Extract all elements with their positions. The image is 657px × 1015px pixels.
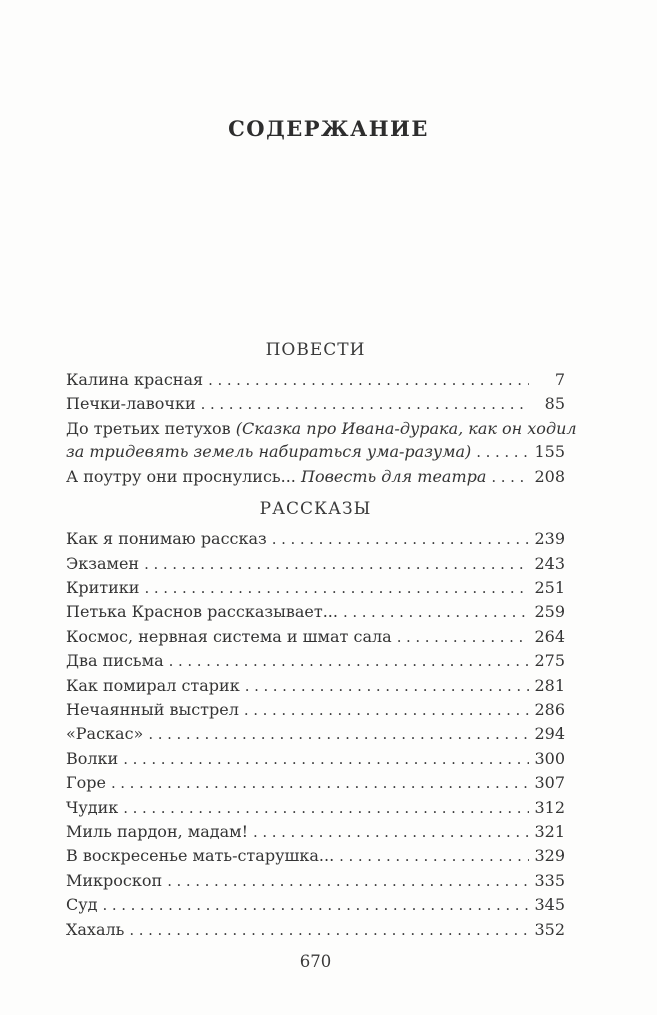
toc-entry-text xyxy=(66,649,164,672)
toc-entry-first-line xyxy=(66,417,577,440)
dot-leader xyxy=(339,844,529,868)
dot-leader xyxy=(476,440,529,464)
folio-page-number: 670 xyxy=(299,952,332,971)
toc-entry-text xyxy=(66,771,106,794)
section-heading: РАССКАЗЫ xyxy=(259,499,372,520)
section-heading: ПОВЕСТИ xyxy=(265,340,366,361)
toc-entry-text xyxy=(66,625,392,648)
toc-entry xyxy=(66,625,565,649)
toc-page-number: 155 xyxy=(534,442,565,462)
entry-title-text: Экзамен xyxy=(66,553,140,573)
toc-entry xyxy=(66,796,565,820)
toc-entry xyxy=(66,552,565,576)
toc-page-number: 264 xyxy=(534,626,565,646)
dot-leader xyxy=(208,368,529,392)
toc-section xyxy=(66,339,577,489)
dot-leader xyxy=(123,796,529,820)
entry-title-text: Микроскоп xyxy=(66,870,163,890)
dot-leader xyxy=(253,820,529,844)
dot-leader xyxy=(491,465,529,489)
toc-entry-text xyxy=(66,918,124,941)
toc-entry xyxy=(66,600,565,624)
toc-entry-text xyxy=(66,747,118,770)
dot-leader xyxy=(167,869,529,893)
dot-leader xyxy=(245,674,529,698)
dot-leader xyxy=(103,893,529,917)
toc-page-number: 275 xyxy=(534,651,565,671)
entry-title-text: А поутру они проснулись... xyxy=(66,466,301,486)
dot-leader xyxy=(244,698,529,722)
entry-title-text: Как помирал старик xyxy=(66,675,240,695)
toc-entry-text xyxy=(66,440,471,463)
page-title: СОДЕРЖАНИЕ xyxy=(228,116,429,142)
toc-entry xyxy=(66,674,565,698)
toc-page-number: 259 xyxy=(534,602,565,622)
dot-leader xyxy=(169,649,529,673)
toc-entry xyxy=(66,893,565,917)
entry-title-text: Волки xyxy=(66,748,119,768)
toc-page-number: 312 xyxy=(534,797,565,817)
toc-page-number: 294 xyxy=(534,724,565,744)
dot-leader xyxy=(144,552,529,576)
toc-entry xyxy=(66,820,565,844)
toc-page-number: 300 xyxy=(534,748,565,768)
dot-leader xyxy=(111,771,529,795)
toc-entry xyxy=(66,698,565,722)
toc-page-number: 251 xyxy=(534,577,565,597)
toc-page-number: 85 xyxy=(544,394,565,414)
toc-entry xyxy=(66,918,565,942)
toc-entry xyxy=(66,440,565,464)
toc-entry xyxy=(66,722,565,746)
toc-entry xyxy=(66,771,565,795)
toc-page-number: 281 xyxy=(534,675,565,695)
entry-title-text: Петька Краснов рассказывает... xyxy=(66,602,338,622)
toc-page-number: 208 xyxy=(534,466,565,486)
entry-title-text: Чудик xyxy=(66,797,119,817)
toc-page-number: 329 xyxy=(534,846,565,866)
toc-section xyxy=(66,498,565,942)
entry-title-text: Печки-лавочки xyxy=(66,394,196,414)
toc-page-number: 239 xyxy=(534,529,565,549)
toc-entry xyxy=(66,869,565,893)
dot-leader xyxy=(201,392,529,416)
entry-title-text: Нечаянный выстрел xyxy=(66,699,239,719)
toc-entry xyxy=(66,649,565,673)
toc-page-number: 335 xyxy=(534,870,565,890)
toc-entry-text xyxy=(66,419,577,438)
dot-leader xyxy=(397,625,529,649)
entry-title-text: Суд xyxy=(66,895,98,915)
toc-entry-text xyxy=(66,552,139,575)
entry-title-text: Критики xyxy=(66,577,140,597)
toc-entry xyxy=(66,527,565,551)
toc-entry-text xyxy=(66,576,139,599)
toc-page-number: 286 xyxy=(534,699,565,719)
toc-entry-text xyxy=(66,869,162,892)
entry-title-text: Хахаль xyxy=(66,919,125,939)
toc-entry-text xyxy=(66,844,334,867)
dot-leader xyxy=(272,527,529,551)
toc-entry-text xyxy=(66,698,239,721)
book-contents-page xyxy=(0,14,657,1015)
dot-leader xyxy=(129,918,529,942)
toc-entry-text xyxy=(66,392,196,415)
entry-subtitle-italic: (Сказка про Ивана-дурака, как он ходил xyxy=(235,418,577,438)
toc-entry xyxy=(66,747,565,771)
toc-entry-text xyxy=(66,527,267,550)
entry-title-text: Как я понимаю рассказ xyxy=(66,529,267,549)
toc-page-number: 352 xyxy=(534,919,565,939)
entry-title-text: Миль пардон, мадам! xyxy=(66,821,249,841)
dot-leader xyxy=(148,722,529,746)
table-of-contents xyxy=(66,339,577,942)
entry-title-text: До третьих петухов xyxy=(66,418,236,438)
entry-title-text: Горе xyxy=(66,773,106,793)
toc-entry-text xyxy=(66,796,118,819)
entry-subtitle-italic: Повесть для театра xyxy=(300,466,487,486)
toc-page-number: 307 xyxy=(534,773,565,793)
toc-entry-text xyxy=(66,893,98,916)
toc-entry xyxy=(66,392,565,416)
toc-entry-text xyxy=(66,820,248,843)
toc-entry-text xyxy=(66,465,486,488)
toc-entry-text xyxy=(66,722,143,745)
toc-page-number: 345 xyxy=(534,895,565,915)
dot-leader xyxy=(343,600,529,624)
toc-entry xyxy=(66,844,565,868)
dot-leader xyxy=(144,576,529,600)
toc-entry xyxy=(66,465,565,489)
toc-entry-text xyxy=(66,600,338,623)
entry-title-text: Два письма xyxy=(66,651,164,671)
toc-page-number: 321 xyxy=(534,821,565,841)
entry-title-text: «Раскас» xyxy=(66,724,144,744)
toc-entry-text xyxy=(66,674,240,697)
entry-title-text: Калина красная xyxy=(66,370,204,390)
entry-title-text: Космос, нервная система и шмат сала xyxy=(66,626,392,646)
toc-page-number: 243 xyxy=(534,553,565,573)
entry-title-text: В воскресенье мать-старушка... xyxy=(66,846,335,866)
entry-subtitle-italic: за тридевять земель набираться ума-разума) xyxy=(66,442,472,462)
toc-page-number: 7 xyxy=(554,370,565,390)
toc-entry xyxy=(66,576,565,600)
toc-entry xyxy=(66,368,565,392)
dot-leader xyxy=(123,747,529,771)
toc-entry-text xyxy=(66,368,203,391)
